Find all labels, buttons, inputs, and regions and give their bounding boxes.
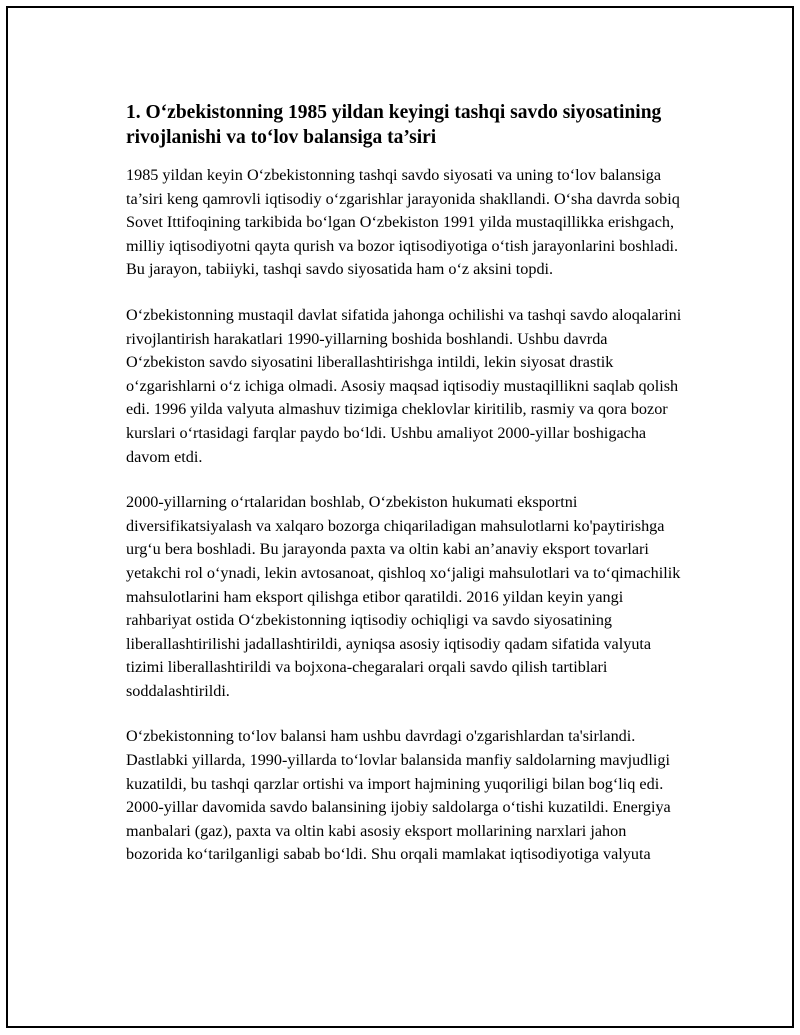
page-frame	[6, 6, 794, 1028]
paragraph-2: O‘zbekistonning mustaqil davlat sifatida jahonga ochilishi va tashqi savdo aloqalarini rivojlantirish harakatlari 1990-yillarning boshida boshlandi. Ushbu davrda O‘zbekiston savdo siyosatini liberallashtirishga intildi, lekin siyosat drastik o‘zgarishlarni o‘z ichiga olmadi. Asosiy maqsad iqtisodiy mustaqillikni saqlab qolish edi. 1996 yilda valyuta almashuv tizimiga cheklovlar kiritilib, rasmiy va qora bozor kurslari o‘rtasidagi farqlar paydo bo‘ldi. Ushbu amaliyot 2000-yillar boshigacha davom etdi.	[126, 305, 682, 466]
paragraph-4: O‘zbekistonning to‘lov balansi ham ushbu davrdagi o'zgarishlardan ta'sirlandi. Dastlabki yillarda, 1990-yillarda to‘lovlar balansida manfiy saldolarning mavjudligi kuzatildi, bu tashqi qarzlar ortishi va import hajmining yuqoriligi bilan bog‘liq edi. 2000-yillar davomida savdo balansining ijobiy saldolarga o‘tishi kuzatildi. Energiya manbalari (gaz), paxta va oltin kabi asosiy eksport mollarining narxlari jahon bozorida ko‘tarilganligi sabab bo‘ldi. Shu orqali mamlakat iqtisodiyotiga valyuta	[126, 727, 671, 864]
paragraph-1: 1985 yildan keyin O‘zbekistonning tashqi savdo siyosati va uning to‘lov balansiga ta’siri keng qamrovli iqtisodiy o‘zgarishlar jarayonida shakllandi. O‘sha davrda sobiq Sovet Ittifoqining tarkibida bo‘lgan O‘zbekiston 1991 yilda mustaqillikka erishgach, milliy iqtisodiyotni qayta qurish va bozor iqtisodiyotiga o‘tish jarayonlarini boshladi. Bu jarayon, tabiiyki, tashqi savdo siyosatida ham o‘z aksini topdi.	[126, 166, 680, 279]
paragraph-3: 2000-yillarning o‘rtalaridan boshlab, O‘zbekiston hukumati eksportni diversifikatsiyalash va xalqaro bozorga chiqariladigan mahsulotlarni ko'paytirishga urg‘u bera boshladi. Bu jarayonda paxta va oltin kabi an’anaviy eksport tovarlari yetakchi rol o‘ynadi, lekin avtosanoat, qishloq xo‘jaligi mahsulotlari va to‘qimachilik mahsulotlarini ham eksport qilishga etibor qaratildi. 2016 yildan keyin yangi rahbariyat ostida O‘zbekistonning iqtisodiy ochiqligi va savdo siyosatining liberallashtirilishi jadallashtirildi, ayniqsa asosiy iqtisodiy qadam sifatida valyuta tizimi liberallashtirildi va bojxona-chegaralari orqali savdo qilish tartiblari soddalashtirildi.	[126, 493, 681, 700]
section-heading: 1. O‘zbekistonning 1985 yildan keyingi tashqi savdo siyosatining rivojlanishi va to‘lov balansiga ta’siri	[126, 102, 662, 148]
document-body	[126, 100, 686, 889]
